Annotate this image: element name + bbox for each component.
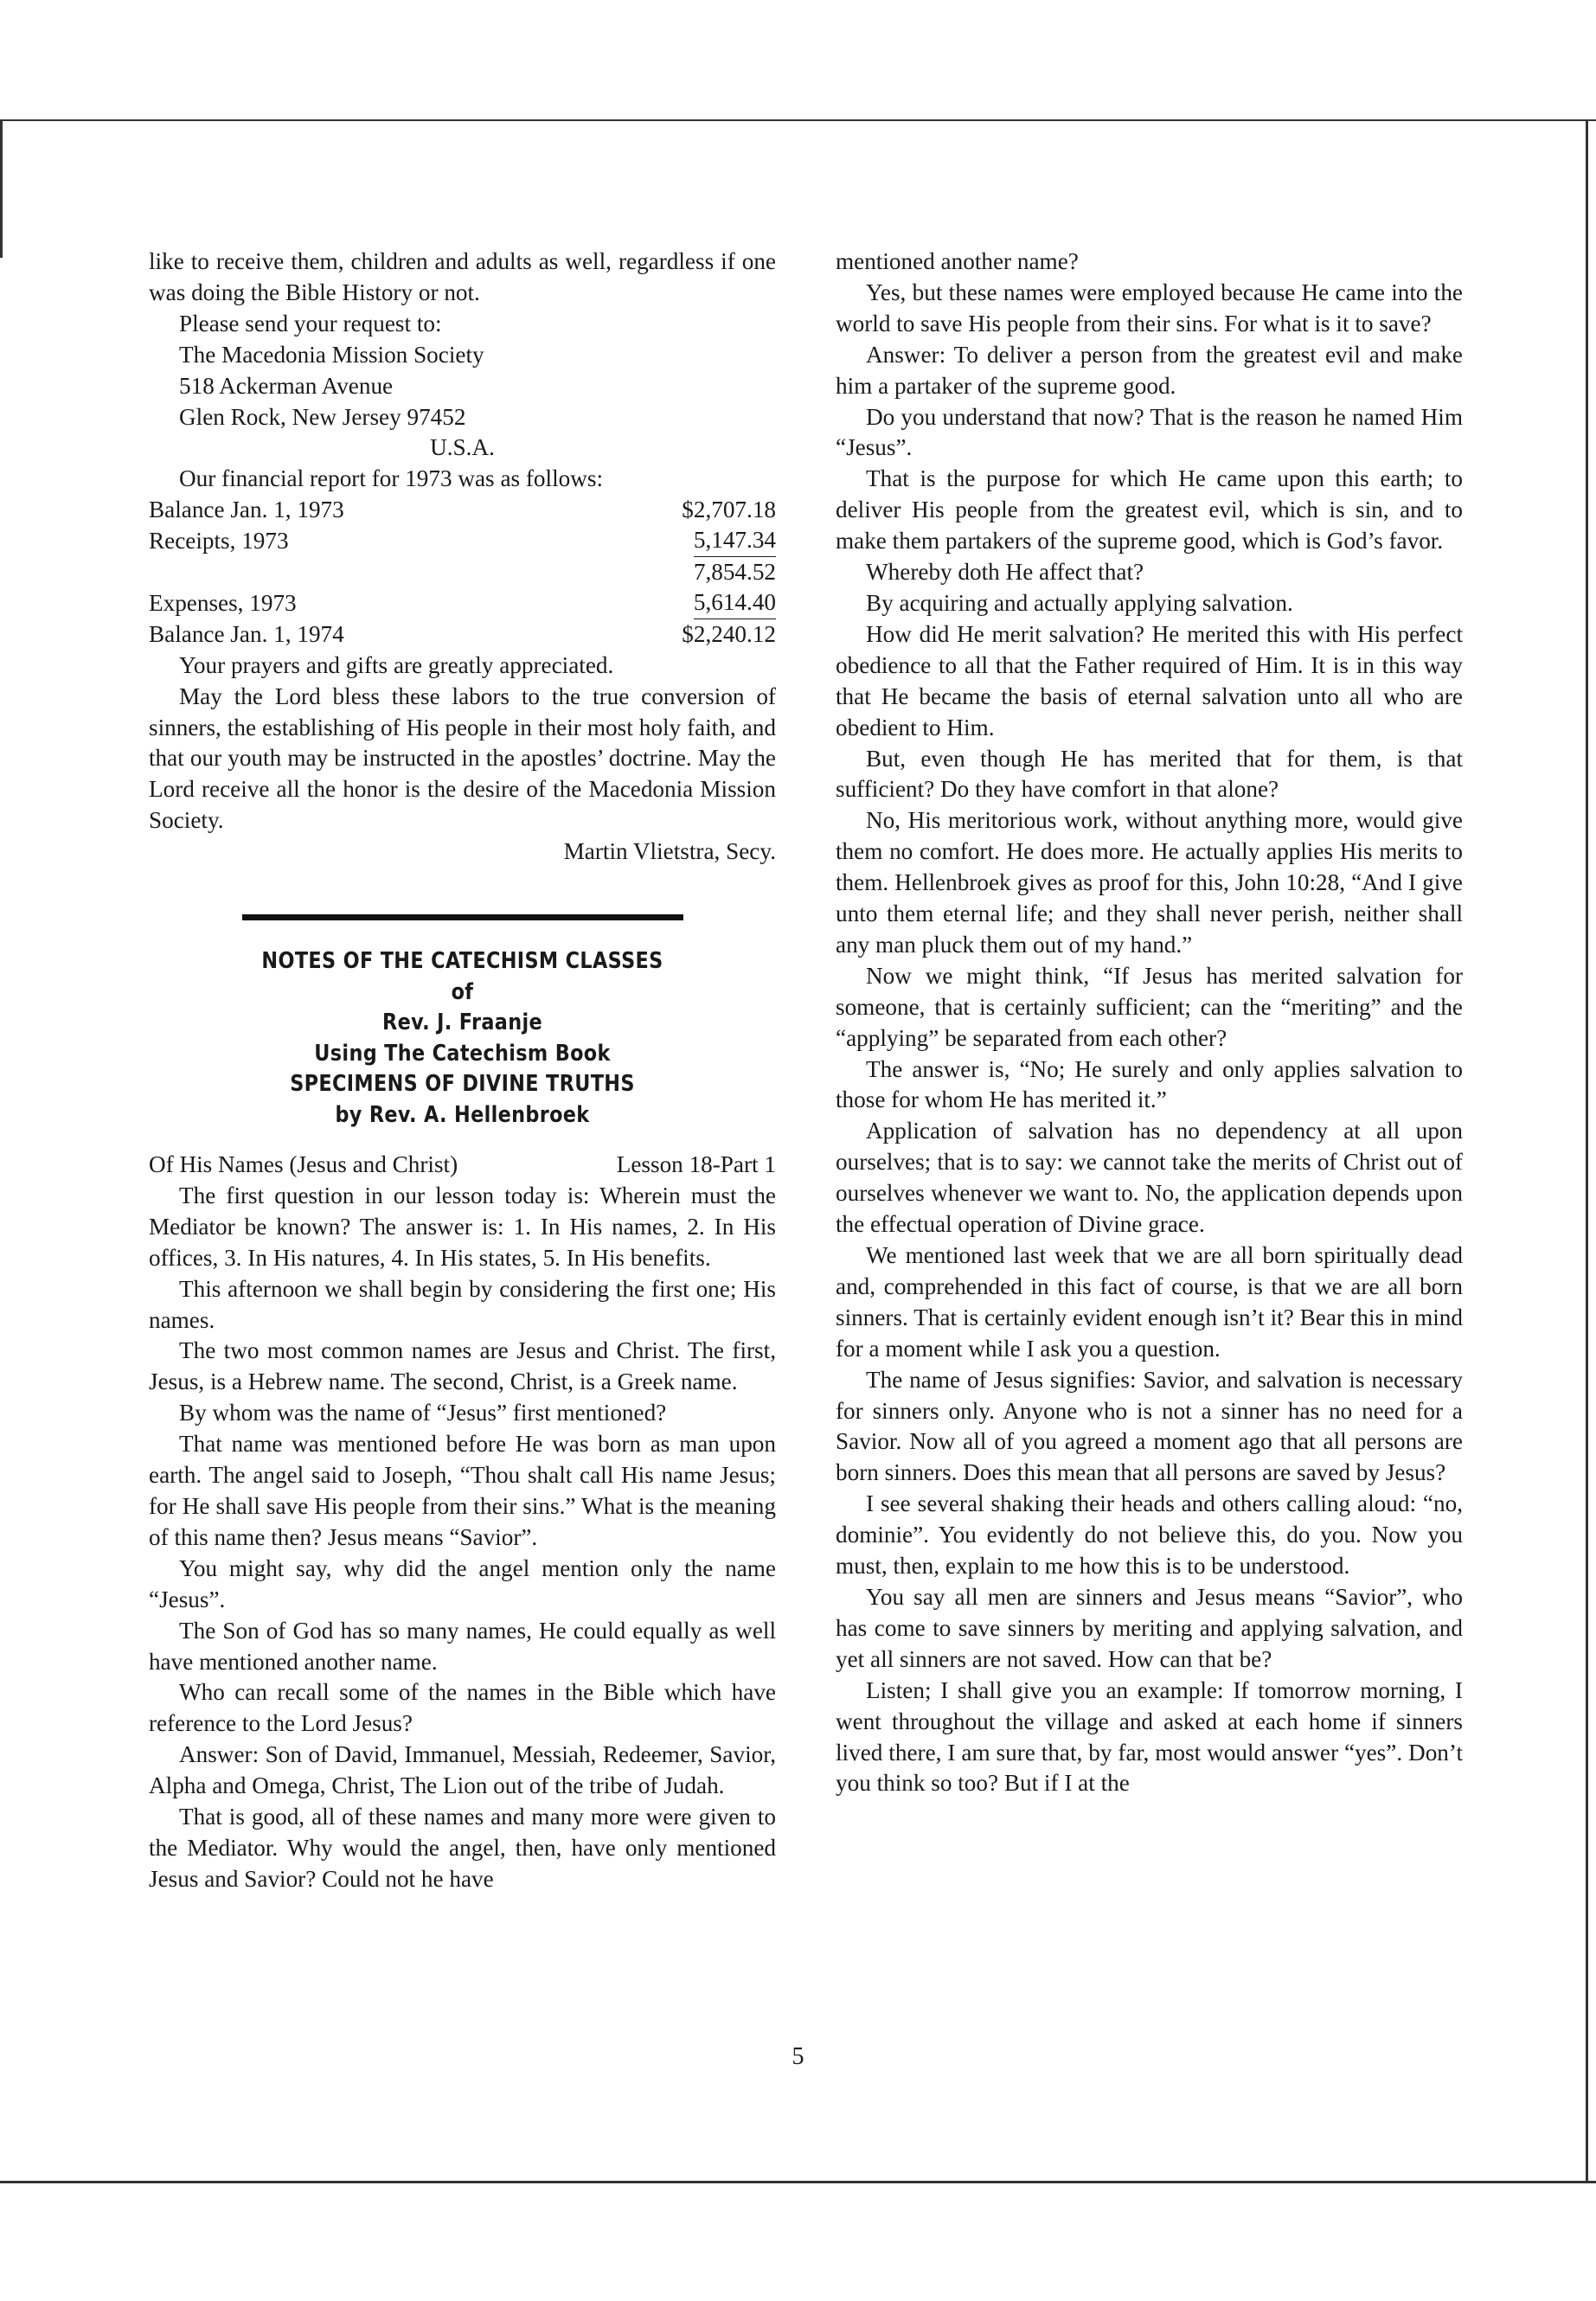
body-paragraph: The first question in our lesson today is: Wherein must the Mediator be known? The answer is: 1. In His names, 2. In His offices, 3. In His natures, 4. In His states, 5. In His benefits. xyxy=(149,1182,776,1271)
heading-line: Using The Catechism Book xyxy=(314,1040,611,1067)
body-paragraph: Answer: To deliver a person from the greatest evil and make him a partaker of the supreme good. xyxy=(836,341,1463,399)
signature: Martin Vlietstra, Secy. xyxy=(563,838,776,865)
body-paragraph: But, even though He has merited that for them, is that sufficient? Do they have comfort in that alone? xyxy=(836,745,1463,803)
body-paragraph: Application of salvation has no dependency at all upon ourselves; that is to say: we cannot take the merits of Christ out of ourselves whenever we want to. No, the application depends upon the effectual operation of Divine grace. xyxy=(836,1118,1463,1238)
left-column xyxy=(149,247,776,1895)
address-country: U.S.A. xyxy=(430,434,495,461)
lesson-title: Of His Names (Jesus and Christ) xyxy=(149,1151,458,1178)
body-paragraph: The Son of God has so many names, He could equally as well have mentioned another name. xyxy=(149,1617,776,1675)
financial-label: Balance Jan. 1, 1974 xyxy=(149,620,344,647)
closing-paragraph: May the Lord bless these labors to the true conversion of sinners, the establishing of His people in their most holy faith, and that our youth may be instructed in the apostles’ doctrine. May the Lord receive all the honor is the desire of the Macedonia Mission Society. xyxy=(149,683,776,834)
financial-amount: 5,147.34 xyxy=(694,526,776,557)
financial-row xyxy=(149,557,776,588)
heading-line: by Rev. A. Hellenbroek xyxy=(335,1101,590,1128)
heading-line: of xyxy=(451,978,474,1005)
request-line: Please send your request to: xyxy=(179,310,442,336)
heading-line: NOTES OF THE CATECHISM CLASSES xyxy=(261,948,663,975)
body-paragraph: You say all men are sinners and Jesus means “Savior”, who has come to save sinners by meriting and applying salvation, and yet all sinners are not saved. How can that be? xyxy=(836,1583,1463,1672)
body-paragraph: Whereby doth He affect that? xyxy=(866,559,1144,586)
financial-intro: Our financial report for 1973 was as follows: xyxy=(179,465,603,492)
body-paragraph: That is the purpose for which He came upon this earth; to deliver His people from the greatest evil, which is sin, and to make them partakers of the supreme good, which is God’s favor. xyxy=(836,465,1463,554)
body-paragraph: The name of Jesus signifies: Savior, and salvation is necessary for sinners only. Anyone who is not a sinner has no need for a Savior. Now all of you agreed a moment ago that all persons are born sinners. Does this mean that all persons are saved by Jesus? xyxy=(836,1366,1463,1486)
body-paragraph: Who can recall some of the names in the Bible which have reference to the Lord Jesus? xyxy=(149,1679,776,1737)
section-divider xyxy=(242,914,683,920)
financial-row xyxy=(149,495,776,526)
page-border-left xyxy=(0,119,3,258)
financial-label: Expenses, 1973 xyxy=(149,589,297,616)
financial-amount: 5,614.40 xyxy=(694,588,776,619)
lesson-header xyxy=(149,1150,776,1181)
section-heading xyxy=(149,946,776,1131)
page-border-top xyxy=(0,119,1596,121)
body-paragraph: The two most common names are Jesus and Christ. The first, Jesus, is a Hebrew name. The second, Christ, is a Greek name. xyxy=(149,1337,776,1395)
body-paragraph: That is good, all of these names and many more were given to the Mediator. Why would the angel, then, have only mentioned Jesus and Savior? Could not he have xyxy=(149,1804,776,1892)
address-line: 518 Ackerman Avenue xyxy=(179,372,394,399)
body-paragraph: Yes, but these names were employed because He came into the world to save His people from their sins. For what is it to save? xyxy=(836,279,1463,336)
financial-amount: $2,240.12 xyxy=(682,620,776,647)
body-paragraph: I see several shaking their heads and others calling aloud: “no, dominie”. You evidently do not believe this, do you. Now you must, then, explain to me how this is to be understood. xyxy=(836,1490,1463,1580)
right-column xyxy=(836,247,1463,1799)
page-border-right xyxy=(1586,119,1588,2182)
body-paragraph: You might say, why did the angel mention only the name “Jesus”. xyxy=(149,1554,776,1612)
lesson-number: Lesson 18-Part 1 xyxy=(616,1151,776,1178)
financial-row xyxy=(149,619,776,651)
address-line: Glen Rock, New Jersey 97452 xyxy=(179,403,466,430)
body-paragraph: That name was mentioned before He was born as man upon earth. The angel said to Joseph, “Thou shalt call His name Jesus; for He shall save His people from their sins.” What is the meaning of this name then? Jesus means “Savior”. xyxy=(149,1431,776,1550)
financial-row xyxy=(149,526,776,557)
body-paragraph: How did He merit salvation? He merited this with His perfect obedience to all that the Father required of Him. It is in this way that He became the basis of eternal salvation unto all who are obedient to Him. xyxy=(836,620,1463,740)
financial-subtotal: 7,854.52 xyxy=(693,559,776,586)
heading-line: Rev. J. Fraanje xyxy=(382,1009,542,1036)
body-paragraph: The answer is, “No; He surely and only applies salvation to those for whom He has merited it.” xyxy=(836,1055,1463,1113)
closing-paragraph: Your prayers and gifts are greatly appreciated. xyxy=(179,651,614,678)
body-paragraph: This afternoon we shall begin by considering the first one; His names. xyxy=(149,1275,776,1333)
financial-report xyxy=(149,495,776,650)
intro-paragraph: like to receive them, children and adults as well, regardless if one was doing the Bible History or not. xyxy=(149,248,776,305)
page-number: 5 xyxy=(792,2043,804,2070)
body-paragraph: Do you understand that now? That is the reason he named Him “Jesus”. xyxy=(836,403,1463,461)
financial-amount: $2,707.18 xyxy=(682,497,776,523)
body-paragraph: Now we might think, “If Jesus has merited salvation for someone, that is certainly sufficient; can the “meriting” and the “applying” be separated from each other? xyxy=(836,962,1463,1051)
body-paragraph: No, His meritorious work, without anything more, would give them no comfort. He does more. He actually applies His merits to them. Hellenbroek gives as proof for this, John 10:28, “And I give unto them eternal life; and they shall never perish, neither shall any man pluck them out of my hand.” xyxy=(836,807,1463,958)
heading-line: SPECIMENS OF DIVINE TRUTHS xyxy=(290,1071,635,1098)
body-paragraph: Listen; I shall give you an example: If tomorrow morning, I went throughout the village and asked at each home if sinners lived there, I am sure that, by far, most would answer “yes”. Don’t you think so too? But if I at the xyxy=(836,1676,1463,1797)
body-paragraph: We mentioned last week that we are all born spiritually dead and, comprehended in this fact of course, is that we are all born sinners. That is certainly evident enough isn’t it? Bear this in mind for a moment while I ask you a question. xyxy=(836,1242,1463,1362)
body-paragraph: Answer: Son of David, Immanuel, Messiah, Redeemer, Savior, Alpha and Omega, Christ, The Lion out of the tribe of Judah. xyxy=(149,1741,776,1799)
page-border-bottom xyxy=(0,2181,1596,2183)
financial-label: Receipts, 1973 xyxy=(149,528,289,554)
body-paragraph: By acquiring and actually applying salvation. xyxy=(866,589,1293,616)
body-paragraph: By whom was the name of “Jesus” first mentioned? xyxy=(179,1400,667,1426)
financial-label: Balance Jan. 1, 1973 xyxy=(149,497,344,523)
address-line: The Macedonia Mission Society xyxy=(179,341,484,368)
continuation-line: mentioned another name? xyxy=(836,248,1079,274)
financial-row xyxy=(149,588,776,619)
